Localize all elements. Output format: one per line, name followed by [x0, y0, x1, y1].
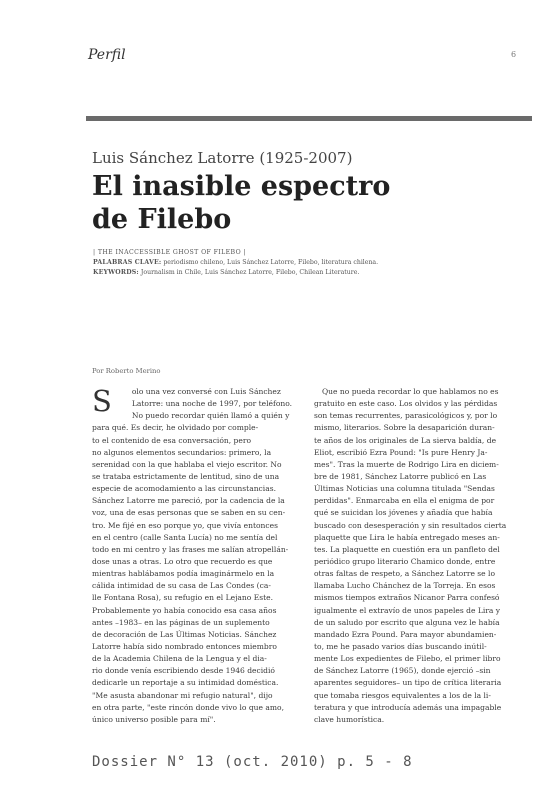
- keywords-en-text: Journalism in Chile, Luis Sánchez Latorre, Filebo, Chilean Literature.: [140, 269, 360, 276]
- keywords-en: [93, 268, 533, 278]
- title-line-2: de Filebo: [92, 204, 232, 235]
- body-line: de Sánchez Latorre (1965), donde ejerció –sin: [314, 666, 491, 676]
- article-metadata: [93, 248, 533, 278]
- body-line: especie de acomodamiento a las circunstancias.: [92, 484, 276, 494]
- body-line: to, me he pasado varios días buscando inútil-: [314, 641, 487, 651]
- dropcap: S: [92, 384, 112, 418]
- body-line: Eliot, escribió Ezra Pound: "Is pure Henry Ja-: [314, 447, 488, 457]
- body-line: periódico grupo literario Chamico donde, entre: [314, 556, 496, 566]
- section-label: Perfil: [88, 47, 126, 63]
- body-line: cálida intimidad de su casa de Las Condes (ca-: [92, 581, 271, 591]
- body-line: perdidas". Enmarcaba en ella el enigma de por: [314, 496, 495, 506]
- body-line: tes. La plaquette en cuestión era un panfleto del: [314, 544, 500, 554]
- body-line: aparentes seguidores– un tipo de crítica literaria: [314, 678, 502, 688]
- body-line: otras faltas de respeto, a Sánchez Latorre se lo: [314, 569, 496, 579]
- body-line: Latorre: una noche de 1997, por teléfono.: [131, 399, 293, 409]
- body-line: se trataba estrictamente de lentitud, sino de una: [92, 471, 280, 481]
- body-line: te años de los originales de La sierva baldía, de: [314, 435, 497, 445]
- body-line: dose unas a otras. Lo otro que recuerdo es que: [92, 556, 273, 566]
- body-line: voz, una de esas personas que se saben en su cen-: [92, 508, 286, 518]
- left-column: [92, 386, 306, 726]
- body-line: en otra parte, "este rincón donde vivo lo que amo,: [92, 702, 284, 712]
- body-line: llamaba Lucho Chánchez de la Torreja. En esos: [314, 581, 496, 591]
- article-title: [92, 170, 532, 236]
- keywords-es-text: periodismo chileno, Luis Sánchez Latorre, Filebo, literatura chilena.: [163, 259, 379, 266]
- body-line: son temas recurrentes, parasicológicos y, por lo: [314, 411, 498, 421]
- body-line: antes –1983– en las páginas de un suplemento: [92, 617, 270, 627]
- body-line: de la Academia Chilena de la Lengua y el dia-: [92, 654, 267, 664]
- body-line: gratuito en este caso. Los olvidos y las pérdidas: [314, 399, 498, 409]
- body-line: Sánchez Latorre me pareció, por la cadencia de la: [92, 496, 285, 506]
- page-number: 6: [511, 50, 517, 59]
- body-line: rio donde venía escribiendo desde 1946 decidió: [92, 666, 275, 676]
- body-line: buscado con desesperación y sin resultados cierta: [314, 520, 507, 530]
- english-title: | THE INACCESSIBLE GHOST OF FILEBO |: [93, 249, 246, 256]
- byline: Por Roberto Merino: [92, 367, 161, 375]
- body-line: de un saludo por escrito que alguna vez le había: [314, 617, 500, 627]
- body-line: "Me asusta abandonar mi refugio natural", dijo: [92, 690, 273, 700]
- body-line: mismo, literarios. Sobre la desaparición duran-: [314, 423, 495, 433]
- body-line: olo una vez conversé con Luis Sánchez: [131, 387, 281, 396]
- body-line: teratura y que introducía además una impagable: [314, 702, 502, 712]
- body-line: no algunos elementos secundarios: primero, la: [92, 447, 272, 457]
- body-line: tro. Me fijé en eso porque yo, que vivía entonces: [92, 520, 278, 530]
- keywords-es-label: PALABRAS CLAVE:: [93, 259, 162, 266]
- keywords-en-label: KEYWORDS:: [93, 269, 139, 276]
- body-line: igualmente el extravío de unos papeles de Lira y: [314, 605, 501, 615]
- body-line: mes". Tras la muerte de Rodrigo Lira en diciem-: [314, 459, 499, 469]
- body-line: único universo posible para mí".: [92, 714, 216, 724]
- body-line: lle Fontana Rosa), su refugio en el Lejano Este.: [92, 593, 274, 603]
- keywords-es: [93, 258, 533, 268]
- body-line: mismos tiempos extraños Nicanor Parra confesó: [314, 593, 500, 603]
- body-line: en el centro (calle Santa Lucía) no me sentía del: [92, 532, 278, 542]
- body-line: para qué. Es decir, he olvidado por comple-: [92, 423, 259, 433]
- body-line: de decoración de Las Últimas Noticias. Sánchez: [92, 629, 277, 639]
- body-line: bre de 1981, Sánchez Latorre publicó en Las: [314, 471, 487, 481]
- body-line: que tomaba riesgos equivalentes a los de la li-: [314, 690, 491, 700]
- body-line: Probablemente yo había conocido esa casa años: [92, 605, 277, 615]
- body-line: plaquette que Lira le había entregado meses an-: [314, 532, 500, 542]
- right-column: [314, 386, 528, 726]
- body-line: to el contenido de esa conversación, pero: [92, 435, 251, 445]
- body-line: Que no pueda recordar lo que hablamos no es: [322, 387, 499, 396]
- header-rule: [86, 116, 532, 121]
- body-line: mente Los expedientes de Filebo, el primer libro: [314, 654, 501, 664]
- body-line: serenidad con la que hablaba el viejo escritor. No: [92, 459, 282, 469]
- handwritten-note: Dossier N° 13 (oct. 2010) p. 5 - 8: [92, 754, 413, 770]
- body-line: dedicarle un reportaje a su intimidad doméstica.: [92, 678, 279, 688]
- title-line-1: El inasible espectro: [92, 171, 391, 202]
- article-subtitle: Luis Sánchez Latorre (1925-2007): [92, 149, 353, 167]
- body-line: mientras hablábamos podía imaginármelo en la: [92, 569, 275, 579]
- body-line: clave humorística.: [314, 714, 385, 724]
- body-line: qué se suicidan los jóvenes y añadía que había: [314, 508, 493, 518]
- body-line: Últimas Noticias una columna titulada "Sendas: [314, 484, 495, 494]
- body-line: mandado Ezra Pound. Para mayor abundamien-: [314, 629, 497, 639]
- body-line: todo en mi centro y las frases me salían atropellán-: [92, 544, 289, 554]
- body-line: Latorre había sido nombrado entonces miembro: [92, 641, 277, 651]
- body-line: No puedo recordar quién llamó a quién y: [131, 411, 290, 421]
